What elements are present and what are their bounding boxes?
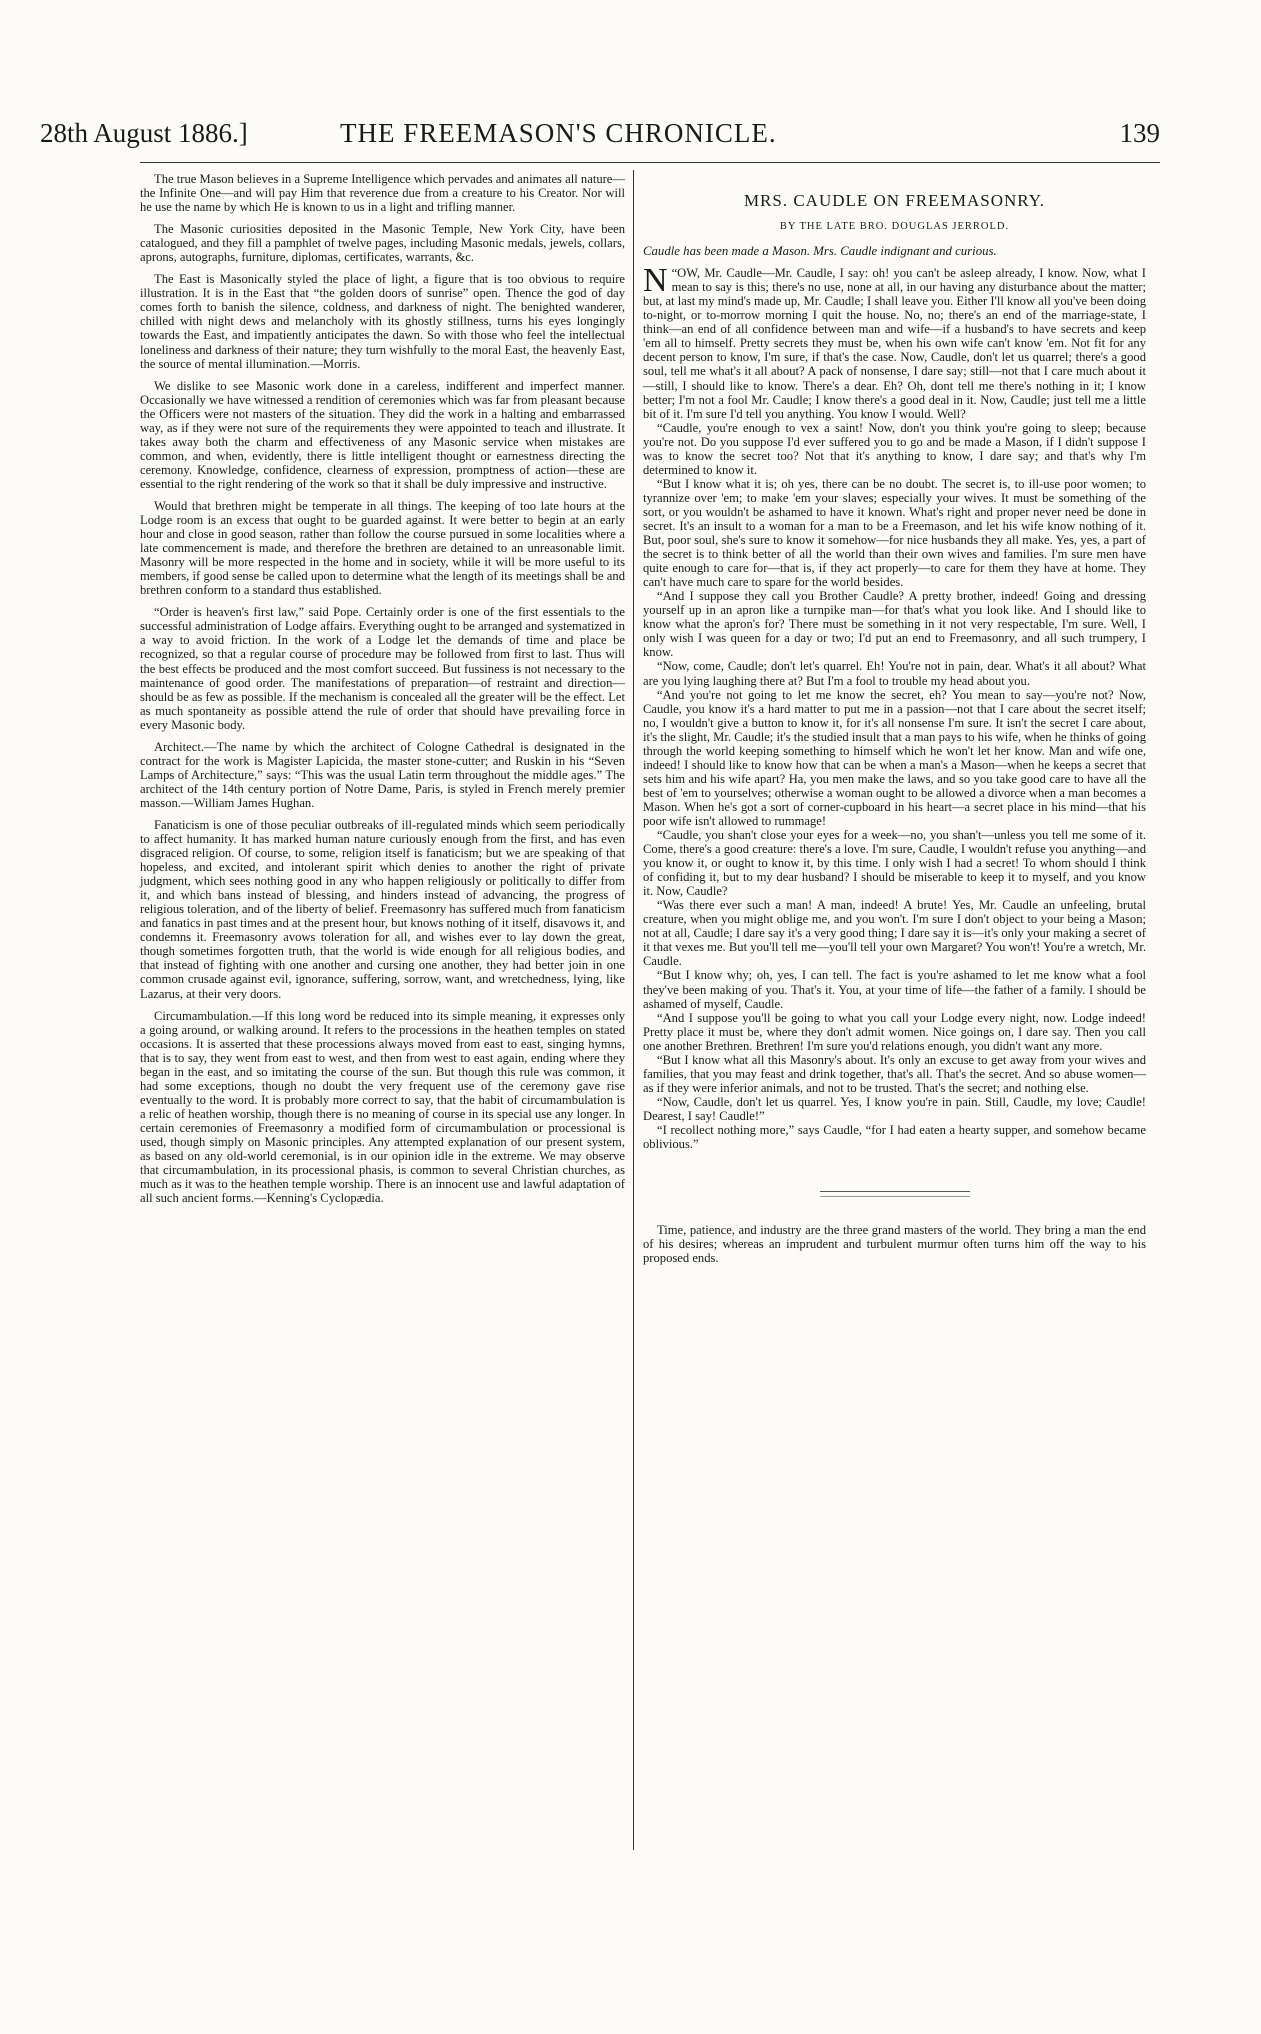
article-paragraph: “And you're not going to let me know the secret, eh? You mean to say—you're not? Now, Caudle, you know it's a hard matter to put me in a passion—not that I care about the secret itself; no, I wouldn't give a button to know it, for it's all nonsense I'm sure. It isn't the secret I care about, it's the slight, Mr. Caudle; it's the studied insult that a man pays to his wife, when he thinks of going through the world keeping something to himself which he won't let her know. Man and wife one, indeed! I should like to know how that can be when a man's a Mason—when he keeps a secret that sets him and his wife apart? Ha, you men make the laws, and so you take good care to have all the best of 'em to yourselves; otherwise a woman ought to be allowed a divorce when a man becomes a Mason. When he's got a sort of corner-cupboard in his heart—a secret place in his mind—that his poor wife isn't allowed to rummage! [643, 687, 1146, 828]
article-text: OW, Mr. Caudle—Mr. Caudle, I say: oh! you can't be asleep already, I know. Now, what I mean to say is this; there's no use, none at all, in our having any disturbance about the matter; but, at last my mind's made up, Mr. Caudle; I shall leave you. Either I'll know all you've been doing to-night, or to-morrow morning I quit the house. No, no; there's an end of the marriage-state, I think—an end of all confidence between man and wife—if a husband's to have secrets and keep 'em all to himself. Pretty secrets they must be, when his own wife can't know 'em. Not fit for any decent person to know, I'm sure, if that's the case. Now, Caudle, don't let us quarrel; there's a good soul, tell me what's it all about? A pack of nonsense, I dare say; still—not that I care much about it—still, I should like to know. There's a dear. Eh? Oh, dont tell me there's nothing in it; I know better; I'm not a fool Mr. Caudle; I know there's a good deal in it. Now, Caudle; just tell me a little bit of it. I'm sure I'd tell you anything. You know I would. Well? [643, 266, 1146, 421]
paragraph: “Order is heaven's first law,” said Pope. Certainly order is one of the first essentials to the successful administration of Lodge affairs. Everything ought to be arranged and systematized in a way to avoid friction. In the work of a Lodge let the demands of time and place be recognized, so that a regular course of procedure may be followed from first to last. Thus will the best effects be produced and the most comfort succeed. But fussiness is not necessary to the maintenance of good order. The manifestations of preparation—of restraint and direction—should be as few as possible. If the mechanism is concealed all the greater will be the effect. Let as much spontaneity as possible attend the rule of order that should have prevailing force in every Masonic body. [140, 605, 625, 732]
article-paragraph: “But I know why; oh, yes, I can tell. The fact is you're ashamed to let me know what a fool they've been making of you. That's it. You, at your time of life—the father of a family. I should be ashamed of myself, Caudle. [643, 968, 1146, 1011]
column-divider [633, 170, 634, 1850]
article-paragraph: “I recollect nothing more,” says Caudle, “for I had eaten a hearty supper, and somehow became oblivious.” [643, 1123, 1146, 1152]
article-paragraph: “Now, come, Caudle; don't let's quarrel. Eh! You're not in pain, dear. What's it all about? What are you lying laughing there at? But I'm a fool to trouble my head about you. [643, 659, 1146, 688]
paragraph: The Masonic curiosities deposited in the Masonic Temple, New York City, have been catalogued, and they fill a pamphlet of twelve pages, including Masonic medals, jewels, collars, aprons, autographs, furniture, diplomas, certificates, warrants, &c. [140, 222, 625, 265]
drop-cap: N [643, 262, 668, 300]
article-title: MRS. CAUDLE ON FREEMASONRY. [743, 191, 1046, 210]
paragraph: The true Mason believes in a Supreme Intelligence which pervades and animates all nature—the Infinite One—and will pay Him that reverence due from a creature to his Creator. Nor will he use the name by which He is known to us in a light and trifling manner. [140, 172, 625, 215]
publication-title: THE FREEMASON'S CHRONICLE. [340, 118, 777, 148]
article-subtitle: Caudle has been made a Mason. Mrs. Caudle indignant and curious. [643, 244, 997, 259]
article-paragraph: “Was there ever such a man! A man, indeed! A brute! Yes, Mr. Caudle an unfeeling, brutal creature, when you might oblige me, and you won't. I'm sure I don't object to your being a Mason; not at all, Caudle; I dare say it's a very good thing; I dare say it is—it's only your making a secret of it that vexes me. But you'll tell me—you'll tell your own Margaret? You won't! You're a wretch, Mr. Caudle. [643, 898, 1146, 969]
article-paragraph: “But I know what it is; oh yes, there can be no doubt. The secret is, to ill-use poor women; to tyrannize over 'em; to make 'em your slaves; especially your wives. It must be something of the sort, or you wouldn't be ashamed to have it known. What's right and proper never need be done in secret. It's an insult to a woman for a man to be a Freemason, and let his wife know nothing of it. But, poor soul, she's sure to know it somehow—for nice husbands they all make. Yes, yes, a part of the secret is to think better of all the world than their own wives and families. I'm sure men have quite enough to care for—that is, if they act properly—to care for them they have at home. They can't have much care to spare for the world besides. [643, 476, 1146, 590]
article-paragraph: “Caudle, you shan't close your eyes for a week—no, you shan't—unless you tell me some of it. Come, there's a good creature: there's a love. I'm sure, Caudle, I wouldn't refuse you anything—and you know it, or ought to know it, by this time. I only wish I had a secret! To whom should I think of confiding it, but to my dear husband? I should be miserable to keep it to myself, and you know it. Now, Caudle? [643, 828, 1146, 899]
paragraph: Circumambulation.—If this long word be reduced into its simple meaning, it expresses only a going around, or walking around. It refers to the processions in the heathen temples on stated occasions. It is asserted that these processions always moved from east to east, singing hymns, that is to say, they went from east to west, and then from west to east again, ending where they began in the east, and so imitating the course of the sun. But though this rule was common, it had some exceptions, though no doubt the very frequent use of the ceremony gave rise eventually to the word. It is probably more correct to say, that the habit of circumambulation is a relic of heathen worship, though there is no meaning of course in its special use any longer. In certain ceremonies of Freemasonry a modified form of circumambulation or processional is used, though simply on Masonic principles. Any attempted explanation of our present system, as based on any old-world ceremonial, is in our opinion idle in the extreme. We may observe that circumambulation, in its processional phasis, is common to several Christian churches, as much as it was to the heathen temple worship. There is an innocent use and lawful adaptation of all such ancient forms.—Kenning's Cyclopædia. [140, 1008, 625, 1206]
article-byline: BY THE LATE BRO. DOUGLAS JERROLD. [779, 221, 1010, 233]
article-paragraph: “But I know what all this Masonry's about. It's only an excuse to get away from your wives and families, that you may feast and drink together, that's all. That's the secret. And so abuse women—as if they were inferior animals, and not to be trusted. That's the secret; and nothing else. [643, 1052, 1146, 1095]
closing-paragraph: Time, patience, and industry are the three grand masters of the world. They bring a man the end of his desires; whereas an imprudent and turbulent murmur often turns him off the way to his proposed ends. [643, 1223, 1146, 1266]
page-number: 139 [1119, 118, 1160, 148]
paragraph: Would that brethren might be temperate in all things. The keeping of too late hours at the Lodge room is an excess that ought to be guarded against. It were better to begin at an early hour and close in good season, rather than follow the course pursued in some localities where a late commencement is made, and therefore the brethren are detained to an unreasonable limit. Masonry will be more respected in the home and in society, while it will be more useful to its members, if good sense be called upon to determine what the length of its meetings shall be and brethren conform to a standard thus established. [140, 498, 625, 598]
section-ornament [820, 1191, 970, 1197]
header-rule [140, 162, 1160, 163]
article-paragraph: “And I suppose they call you Brother Caudle? A pretty brother, indeed! Going and dressing yourself up in an apron like a turnpike man—for that's what you look like. And I should like to know what the apron's for? There must be something in it not very respectable, I'm sure. Well, I only wish I was queen for a day or two; I'd put an end to Freemasonry, and all such trumpery, I know. [643, 589, 1146, 660]
left-column [140, 172, 625, 1213]
page-header [40, 118, 1160, 158]
paragraph: The East is Masonically styled the place of light, a figure that is too obvious to require illustration. It is in the East that “the golden doors of sunrise” open. Thence the god of day comes forth to banish the silence, coldness, and darkness of night. The benighted wanderer, chilled with night dews and melancholy with its ghostly stillness, turns his eyes longingly towards the East, and impatiently anticipates the dawn. So with those who feel the intellectual loneliness and darkness of their nature; they turn wishfully to the moral East, the heavenly East, the source of mental illumination.—Morris. [140, 272, 625, 371]
article-paragraph: “Caudle, you're enough to vex a saint! Now, don't you think you're going to sleep; because you're not. Do you suppose I'd ever suffered you to go and be made a Mason, if I didn't suppose I was to know the secret too? Not that it's anything to know, I dare say; and that's why I'm determined to know it. [643, 420, 1146, 477]
paragraph: Fanaticism is one of those peculiar outbreaks of ill-regulated minds which seem periodically to affect humanity. It has marked human nature curiously enough from the first, and has even disgraced religion. Of course, to some, religion itself is fanaticism; but we are speaking of that hopeless, and excited, and intolerant spirit which denies to another the right of private judgment, which sees nothing good in any who happen religiously or politically to differ from it, and which bans instead of blessing, and hinders instead of advancing, the progress of religious toleration, and of the liberty of belief. Freemasonry has suffered much from fanaticism and fanatics in past times and at the present hour, but knows nothing of it itself, disavows it, and condemns it. Freemasonry avows toleration for all, and wishes ever to lay down the great, though sometimes forgotten truth, that the world is wide enough for all religious bodies, and that instead of fighting with one another and cursing one another, they had better join in one common crusade against evil, ignorance, suffering, sorrow, want, and wretchedness, lying, like Lazarus, at their very doors. [140, 817, 625, 1001]
issue-date: 28th August 1886.] [40, 118, 248, 148]
article-paragraph: “Now, Caudle, don't let us quarrel. Yes, I know you're in pain. Still, Caudle, my love; Caudle! Dearest, I say! Caudle!” [643, 1094, 1146, 1123]
article-paragraph: “And I suppose you'll be going to what you call your Lodge every night, now. Lodge indeed! Pretty place it must be, where they don't admit women. Nice goings on, I dare say. Then you call one another Brethren. Brethren! I'm sure you'd relations enough, you didn't want any more. [643, 1010, 1146, 1053]
right-column [643, 172, 1146, 1265]
paragraph: We dislike to see Masonic work done in a careless, indifferent and imperfect manner. Occasionally we have witnessed a rendition of ceremonies which was far from pleasant because the Officers were not masters of the situation. They did the work in a halting and embarrassed way, as if they were not sure of the requirements they were appointed to teach and illustrate. It takes away both the charm and effectiveness of any Masonic service when mistakes are common, and when, evidently, there is little intelligent thought or earnestness directing the ceremony. Knowledge, confidence, clearness of expression, promptness of action—these are essential to the right rendering of the work so that it shall be duly impressive and instructive. [140, 378, 625, 491]
paragraph: Architect.—The name by which the architect of Cologne Cathedral is designated in the contract for the work is Magister Lapicida, the master stone-cutter; and Ruskin in his “Seven Lamps of Architecture,” says: “This was the usual Latin term throughout the middle ages.” The architect of the 14th century portion of Notre Dame, Paris, is styled in French merely premier masson.—William James Hughan. [140, 739, 625, 810]
article-paragraph: “ N OW, Mr. Caudle—Mr. Caudle, I say: oh! you can't be asleep already, I know. Now, what I mean to say is this; there's no use, none at all, in our having any disturbance about the matter; but, at last my mind's made up, Mr. Caudle; I shall leave you. Either I'll know all you've been doing to-night, or to-morrow morning I quit the house. No, no; there's an end of the marriage-state, I think—an end of all confidence between man and wife—if a husband's to have secrets and keep 'em all to himself. Pretty secrets they must be, when his own wife can't know 'em. Not fit for any decent person to know, I'm sure, if that's the case. Now, Caudle, don't let us quarrel; there's a good soul, tell me what's it all about? A pack of nonsense, I dare say; still—not that I care much about it—still, I should like to know. There's a dear. Eh? Oh, dont tell me there's nothing in it; I know better; I'm not a fool Mr. Caudle; I know there's a good deal in it. Now, Caudle; just tell me a little bit of it. I'm sure I'd tell you anything. You know I would. Well? [643, 262, 1146, 421]
